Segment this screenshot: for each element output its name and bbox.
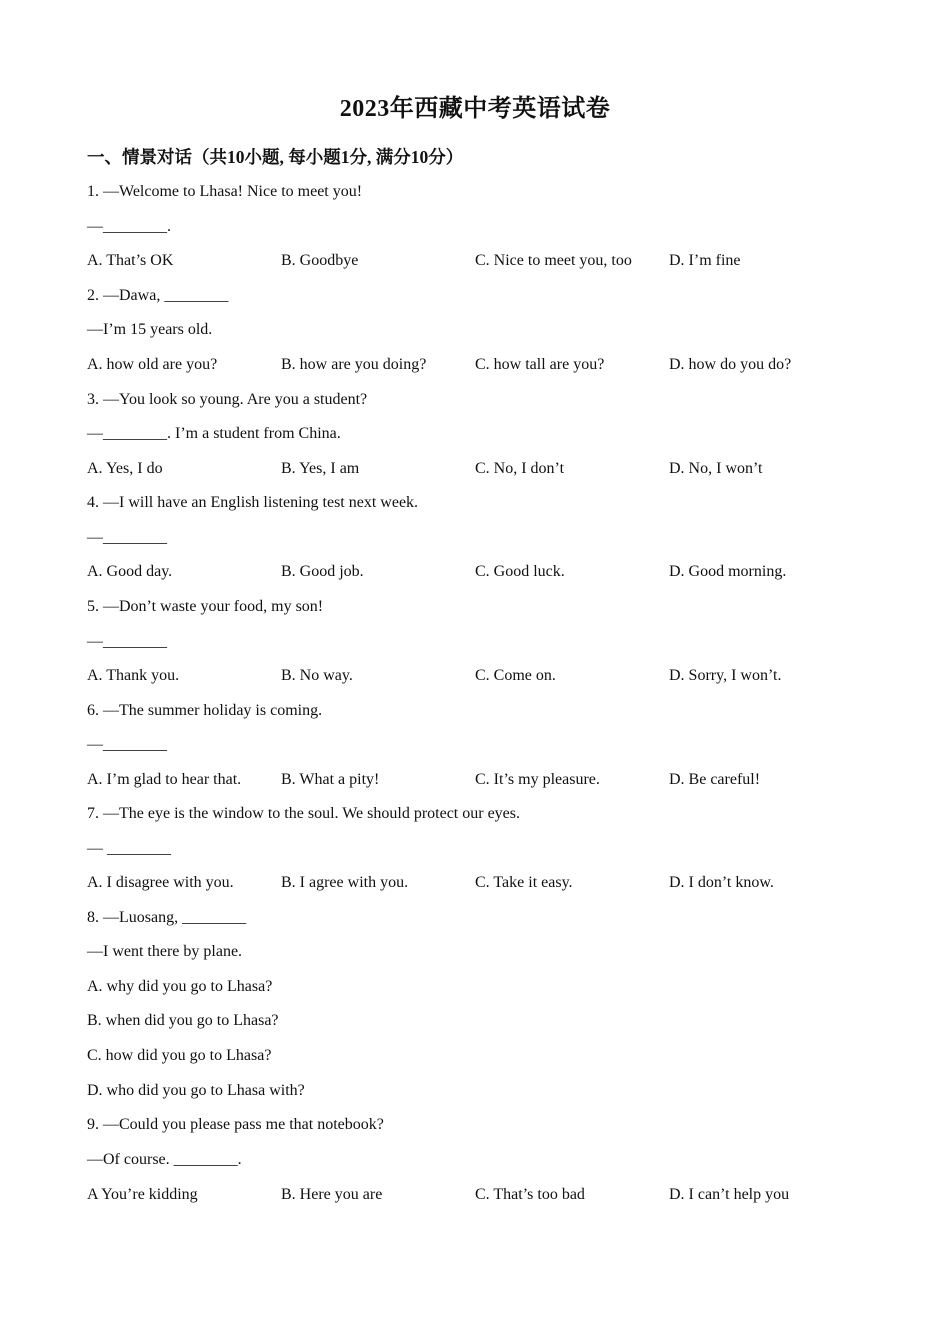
option-a: A. how old are you? (87, 356, 218, 373)
option-b: B. I agree with you. (281, 874, 409, 891)
question-reply: —I went there by plane. (87, 943, 243, 960)
option-b: B. Goodbye (281, 252, 359, 269)
option-a: A. Yes, I do (87, 460, 163, 477)
option-a: A You’re kidding (87, 1186, 198, 1203)
option-b: B. Yes, I am (281, 460, 360, 477)
option-c: C. Nice to meet you, too (475, 252, 632, 269)
option-a: A. Thank you. (87, 667, 180, 684)
question-stem: 7. —The eye is the window to the soul. We should protect our eyes. (87, 805, 520, 822)
option-d: D. how do you do? (669, 356, 792, 373)
option-d: D. I don’t know. (669, 874, 774, 891)
option-a: A. why did you go to Lhasa? (87, 978, 273, 995)
question-reply: —________ (87, 633, 167, 650)
question-stem: 3. —You look so young. Are you a student? (87, 391, 368, 408)
question-reply: —________. (87, 218, 171, 235)
question-stem: 9. —Could you please pass me that notebook? (87, 1116, 384, 1133)
option-d: D. No, I won’t (669, 460, 763, 477)
section-heading: 一、情景对话（共10小题, 每小题1分, 满分10分） (87, 147, 464, 167)
option-c: C. That’s too bad (475, 1186, 585, 1203)
question-stem: 5. —Don’t waste your food, my son! (87, 598, 324, 615)
option-b: B. Here you are (281, 1186, 383, 1203)
option-d: D. who did you go to Lhasa with? (87, 1082, 305, 1099)
option-d: D. Good morning. (669, 563, 787, 580)
question-reply: —________ (87, 736, 167, 753)
option-d: D. I can’t help you (669, 1186, 790, 1203)
question-reply: — ________ (87, 840, 171, 857)
option-c: C. Come on. (475, 667, 556, 684)
option-a: A. I disagree with you. (87, 874, 234, 891)
option-a: A. That’s OK (87, 252, 174, 269)
question-stem: 8. —Luosang, ________ (87, 909, 247, 926)
exam-title: 2023年西藏中考英语试卷 (339, 96, 611, 122)
option-d: D. Be careful! (669, 771, 761, 788)
option-b: B. when did you go to Lhasa? (87, 1012, 279, 1029)
question-stem: 6. —The summer holiday is coming. (87, 702, 323, 719)
option-b: B. What a pity! (281, 771, 380, 788)
option-b: B. Good job. (281, 563, 364, 580)
option-c: C. Take it easy. (475, 874, 573, 891)
option-c: C. No, I don’t (475, 460, 565, 477)
option-b: B. No way. (281, 667, 353, 684)
option-d: D. Sorry, I won’t. (669, 667, 782, 684)
option-a: A. I’m glad to hear that. (87, 771, 242, 788)
question-stem: 1. —Welcome to Lhasa! Nice to meet you! (87, 183, 363, 200)
option-c: C. how did you go to Lhasa? (87, 1047, 272, 1064)
question-stem: 4. —I will have an English listening test next week. (87, 494, 419, 511)
question-reply: —________ (87, 529, 167, 546)
question-reply: —________. I’m a student from China. (87, 425, 341, 442)
option-a: A. Good day. (87, 563, 173, 580)
option-b: B. how are you doing? (281, 356, 427, 373)
option-d: D. I’m fine (669, 252, 741, 269)
option-c: C. It’s my pleasure. (475, 771, 600, 788)
question-stem: 2. —Dawa, ________ (87, 287, 229, 304)
option-c: C. how tall are you? (475, 356, 605, 373)
option-c: C. Good luck. (475, 563, 565, 580)
question-reply: —Of course. ________. (87, 1151, 242, 1168)
question-reply: —I’m 15 years old. (87, 321, 213, 338)
